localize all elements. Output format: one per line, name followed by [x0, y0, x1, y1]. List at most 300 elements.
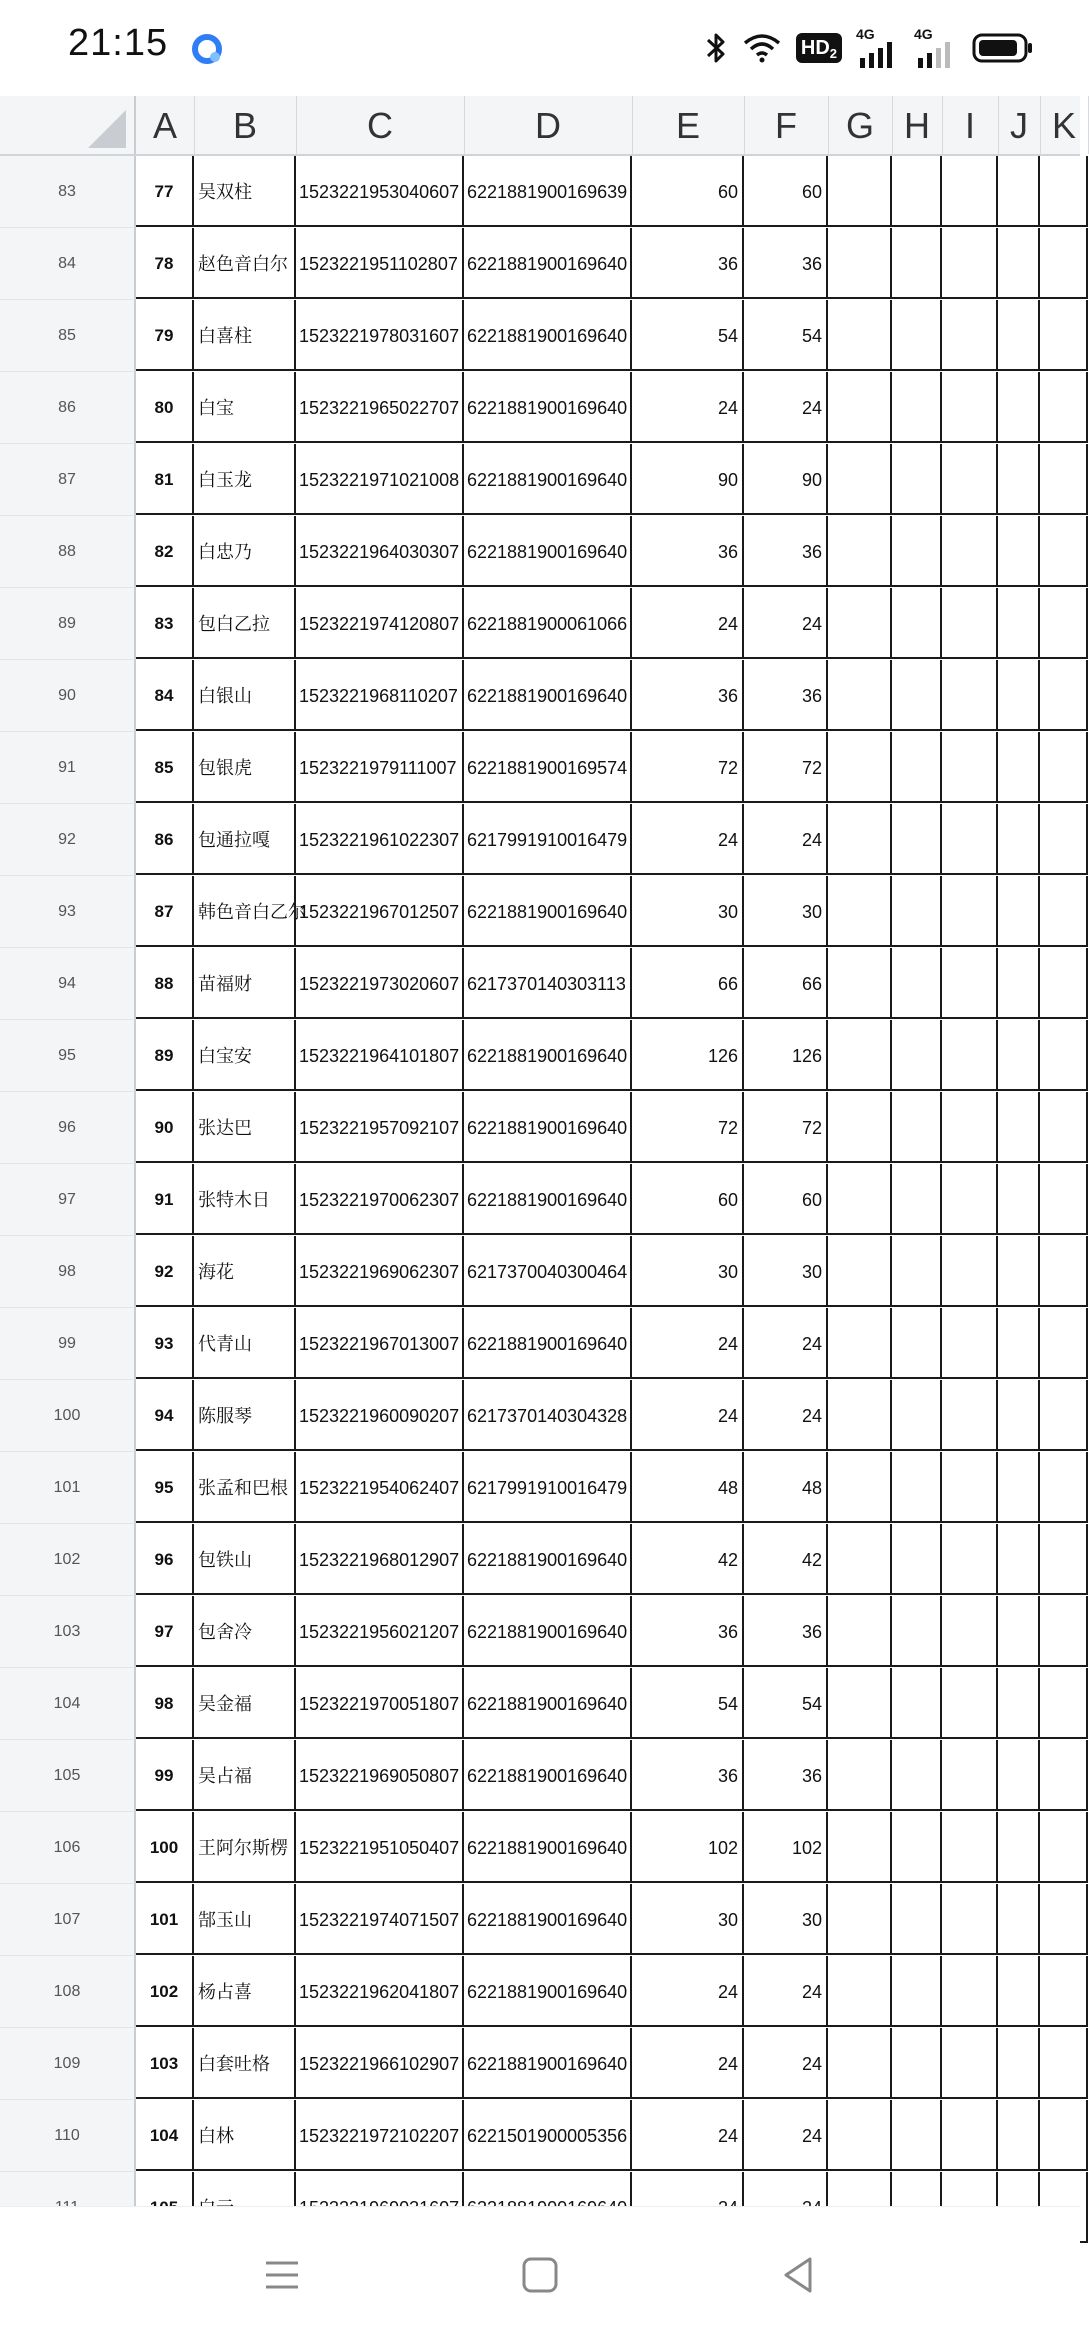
cell-a[interactable]: 85 — [136, 732, 194, 803]
cell-f[interactable]: 24 — [744, 1308, 828, 1379]
row-number[interactable]: 102 — [0, 1524, 136, 1596]
cell-k[interactable] — [1040, 876, 1088, 947]
cell-a[interactable]: 99 — [136, 1740, 194, 1811]
cell-f[interactable]: 42 — [744, 1524, 828, 1595]
cell-e[interactable]: 36 — [632, 1740, 744, 1811]
row-number[interactable]: 108 — [0, 1956, 136, 2028]
cell-g[interactable] — [828, 2100, 892, 2171]
cell-j[interactable] — [998, 156, 1040, 227]
cell-j[interactable] — [998, 1884, 1040, 1955]
cell-j[interactable] — [998, 1092, 1040, 1163]
cell-h[interactable] — [892, 1596, 942, 1667]
cell-b[interactable]: 白套吐格 — [194, 2028, 296, 2099]
cell-e[interactable]: 36 — [632, 660, 744, 731]
cell-h[interactable] — [892, 516, 942, 587]
cell-i[interactable] — [942, 1812, 998, 1883]
select-all-corner[interactable] — [0, 96, 136, 154]
cell-e[interactable]: 66 — [632, 948, 744, 1019]
cell-b[interactable]: 吴占福 — [194, 1740, 296, 1811]
cell-i[interactable] — [942, 948, 998, 1019]
cell-k[interactable] — [1040, 1956, 1088, 2027]
cell-d[interactable]: 6221881900169639 — [464, 156, 632, 227]
cell-f[interactable]: 36 — [744, 228, 828, 299]
cell-b[interactable]: 王阿尔斯楞 — [194, 1812, 296, 1883]
row-number[interactable]: 95 — [0, 1020, 136, 1092]
cell-h[interactable] — [892, 1452, 942, 1523]
cell-g[interactable] — [828, 1380, 892, 1451]
cell-h[interactable] — [892, 732, 942, 803]
cell-h[interactable] — [892, 1668, 942, 1739]
cell-b[interactable]: 杨占喜 — [194, 1956, 296, 2027]
column-header-j[interactable]: J — [998, 96, 1041, 154]
cell-h[interactable] — [892, 588, 942, 659]
cell-e[interactable]: 24 — [632, 1308, 744, 1379]
cell-h[interactable] — [892, 948, 942, 1019]
cell-b[interactable]: 代青山 — [194, 1308, 296, 1379]
cell-i[interactable] — [942, 1452, 998, 1523]
cell-j[interactable] — [998, 804, 1040, 875]
cell-c[interactable]: 1523221969050807 — [296, 1740, 464, 1811]
cell-c[interactable]: 1523221956021207 — [296, 1596, 464, 1667]
cell-d[interactable]: 6221881900169640 — [464, 2028, 632, 2099]
cell-g[interactable] — [828, 1092, 892, 1163]
cell-g[interactable] — [828, 444, 892, 515]
cell-k[interactable] — [1040, 1452, 1088, 1523]
cell-i[interactable] — [942, 1380, 998, 1451]
cell-j[interactable] — [998, 732, 1040, 803]
cell-h[interactable] — [892, 1812, 942, 1883]
cell-d[interactable]: 6221881900061066 — [464, 588, 632, 659]
cell-h[interactable] — [892, 1956, 942, 2027]
cell-i[interactable] — [942, 228, 998, 299]
cell-k[interactable] — [1040, 804, 1088, 875]
cell-d[interactable]: 6221881900169640 — [464, 876, 632, 947]
cell-g[interactable] — [828, 1524, 892, 1595]
cell-d[interactable]: 6217370140303113 — [464, 948, 632, 1019]
cell-a[interactable]: 86 — [136, 804, 194, 875]
cell-g[interactable] — [828, 300, 892, 371]
column-header-g[interactable]: G — [828, 96, 893, 154]
cell-c[interactable]: 1523221957092107 — [296, 1092, 464, 1163]
cell-e[interactable]: 54 — [632, 1668, 744, 1739]
row-number[interactable]: 100 — [0, 1380, 136, 1452]
cell-j[interactable] — [998, 2028, 1040, 2099]
cell-d[interactable]: 6221881900169640 — [464, 516, 632, 587]
cell-g[interactable] — [828, 1164, 892, 1235]
cell-g[interactable] — [828, 1308, 892, 1379]
cell-k[interactable] — [1040, 660, 1088, 731]
cell-i[interactable] — [942, 1884, 998, 1955]
cell-e[interactable]: 54 — [632, 300, 744, 371]
back-icon[interactable] — [768, 2245, 828, 2305]
cell-f[interactable]: 102 — [744, 1812, 828, 1883]
row-number[interactable]: 85 — [0, 300, 136, 372]
cell-c[interactable]: 1523221954062407 — [296, 1452, 464, 1523]
cell-a[interactable]: 82 — [136, 516, 194, 587]
column-header-k[interactable]: K — [1040, 96, 1089, 154]
cell-j[interactable] — [998, 228, 1040, 299]
cell-f[interactable]: 90 — [744, 444, 828, 515]
spreadsheet[interactable] — [0, 96, 1080, 2206]
cell-i[interactable] — [942, 1020, 998, 1091]
cell-h[interactable] — [892, 1308, 942, 1379]
cell-k[interactable] — [1040, 1524, 1088, 1595]
cell-g[interactable] — [828, 1020, 892, 1091]
cell-k[interactable] — [1040, 1740, 1088, 1811]
cell-k[interactable] — [1040, 1164, 1088, 1235]
cell-j[interactable] — [998, 1668, 1040, 1739]
cell-h[interactable] — [892, 300, 942, 371]
cell-k[interactable] — [1040, 732, 1088, 803]
cell-k[interactable] — [1040, 1020, 1088, 1091]
cell-c[interactable]: 1523221968012907 — [296, 1524, 464, 1595]
column-header-b[interactable]: B — [194, 96, 297, 154]
cell-g[interactable] — [828, 516, 892, 587]
cell-b[interactable]: 吴双柱 — [194, 156, 296, 227]
cell-b[interactable]: 白银山 — [194, 660, 296, 731]
cell-j[interactable] — [998, 516, 1040, 587]
column-header-h[interactable]: H — [892, 96, 943, 154]
cell-a[interactable]: 80 — [136, 372, 194, 443]
cell-i[interactable] — [942, 588, 998, 659]
cell-d[interactable]: 6221501900005356 — [464, 2100, 632, 2171]
cell-e[interactable]: 72 — [632, 1092, 744, 1163]
cell-a[interactable]: 92 — [136, 1236, 194, 1307]
cell-k[interactable] — [1040, 1308, 1088, 1379]
cell-a[interactable]: 94 — [136, 1380, 194, 1451]
cell-j[interactable] — [998, 1020, 1040, 1091]
cell-a[interactable]: 78 — [136, 228, 194, 299]
cell-d[interactable]: 6221881900169640 — [464, 660, 632, 731]
cell-c[interactable]: 1523221964101807 — [296, 1020, 464, 1091]
cell-d[interactable]: 6221881900169640 — [464, 228, 632, 299]
cell-f[interactable]: 24 — [744, 2100, 828, 2171]
cell-g[interactable] — [828, 804, 892, 875]
cell-e[interactable]: 24 — [632, 588, 744, 659]
cell-i[interactable] — [942, 660, 998, 731]
row-number[interactable]: 93 — [0, 876, 136, 948]
cell-b[interactable]: 白林 — [194, 2100, 296, 2171]
row-number[interactable]: 98 — [0, 1236, 136, 1308]
column-header-f[interactable]: F — [744, 96, 829, 154]
cell-c[interactable]: 1523221960090207 — [296, 1380, 464, 1451]
cell-a[interactable]: 77 — [136, 156, 194, 227]
cell-k[interactable] — [1040, 444, 1088, 515]
cell-e[interactable]: 30 — [632, 1236, 744, 1307]
cell-e[interactable]: 36 — [632, 1596, 744, 1667]
row-number[interactable]: 86 — [0, 372, 136, 444]
cell-a[interactable]: 81 — [136, 444, 194, 515]
cell-i[interactable] — [942, 732, 998, 803]
cell-i[interactable] — [942, 516, 998, 587]
cell-e[interactable]: 30 — [632, 876, 744, 947]
cell-b[interactable]: 张特木日 — [194, 1164, 296, 1235]
cell-f[interactable]: 60 — [744, 1164, 828, 1235]
cell-d[interactable]: 6221881900169574 — [464, 732, 632, 803]
cell-f[interactable]: 24 — [744, 372, 828, 443]
cell-d[interactable]: 6221881900169640 — [464, 1524, 632, 1595]
cell-i[interactable] — [942, 876, 998, 947]
cell-k[interactable] — [1040, 588, 1088, 659]
cell-i[interactable] — [942, 2100, 998, 2171]
cell-d[interactable]: 6221881900169640 — [464, 444, 632, 515]
cell-e[interactable]: 60 — [632, 1164, 744, 1235]
cell-h[interactable] — [892, 1740, 942, 1811]
cell-f[interactable]: 30 — [744, 1884, 828, 1955]
cell-i[interactable] — [942, 1668, 998, 1739]
cell-h[interactable] — [892, 1092, 942, 1163]
row-number[interactable]: 110 — [0, 2100, 136, 2172]
cell-d[interactable]: 6217370040300464 — [464, 1236, 632, 1307]
cell-j[interactable] — [998, 444, 1040, 515]
column-header-c[interactable]: C — [296, 96, 465, 154]
cell-j[interactable] — [998, 1308, 1040, 1379]
cell-k[interactable] — [1040, 300, 1088, 371]
cell-b[interactable]: 韩色音白乙尔 — [194, 876, 296, 947]
cell-b[interactable]: 包通拉嘎 — [194, 804, 296, 875]
cell-j[interactable] — [998, 1452, 1040, 1523]
row-number[interactable]: 96 — [0, 1092, 136, 1164]
cell-f[interactable]: 60 — [744, 156, 828, 227]
cell-i[interactable] — [942, 300, 998, 371]
cell-b[interactable]: 包舍冷 — [194, 1596, 296, 1667]
cell-c[interactable]: 1523221979111007 — [296, 732, 464, 803]
cell-k[interactable] — [1040, 1596, 1088, 1667]
cell-d[interactable]: 6217991910016479 — [464, 1452, 632, 1523]
cell-g[interactable] — [828, 588, 892, 659]
column-header-e[interactable]: E — [632, 96, 745, 154]
cell-f[interactable]: 36 — [744, 1596, 828, 1667]
cell-i[interactable] — [942, 444, 998, 515]
row-number[interactable]: 87 — [0, 444, 136, 516]
row-number[interactable]: 91 — [0, 732, 136, 804]
cell-c[interactable]: 1523221966102907 — [296, 2028, 464, 2099]
cell-b[interactable]: 郜玉山 — [194, 1884, 296, 1955]
row-number[interactable]: 92 — [0, 804, 136, 876]
row-number[interactable]: 83 — [0, 156, 136, 228]
cell-e[interactable]: 24 — [632, 1380, 744, 1451]
cell-g[interactable] — [828, 1740, 892, 1811]
cell-i[interactable] — [942, 372, 998, 443]
cell-c[interactable]: 1523221969062307 — [296, 1236, 464, 1307]
cell-f[interactable]: 48 — [744, 1452, 828, 1523]
cell-b[interactable]: 白宝安 — [194, 1020, 296, 1091]
cell-c[interactable]: 1523221973020607 — [296, 948, 464, 1019]
cell-b[interactable]: 海花 — [194, 1236, 296, 1307]
cell-i[interactable] — [942, 156, 998, 227]
cell-a[interactable]: 83 — [136, 588, 194, 659]
cell-f[interactable]: 36 — [744, 516, 828, 587]
row-number[interactable]: 99 — [0, 1308, 136, 1380]
row-number[interactable]: 103 — [0, 1596, 136, 1668]
cell-a[interactable]: 100 — [136, 1812, 194, 1883]
cell-g[interactable] — [828, 948, 892, 1019]
cell-h[interactable] — [892, 1164, 942, 1235]
cell-d[interactable]: 6221881900169640 — [464, 1668, 632, 1739]
cell-i[interactable] — [942, 804, 998, 875]
cell-g[interactable] — [828, 372, 892, 443]
cell-j[interactable] — [998, 948, 1040, 1019]
cell-f[interactable]: 30 — [744, 1236, 828, 1307]
cell-b[interactable]: 白喜柱 — [194, 300, 296, 371]
cell-g[interactable] — [828, 876, 892, 947]
cell-h[interactable] — [892, 804, 942, 875]
cell-a[interactable]: 87 — [136, 876, 194, 947]
cell-f[interactable]: 54 — [744, 300, 828, 371]
cell-b[interactable]: 包白乙拉 — [194, 588, 296, 659]
cell-g[interactable] — [828, 732, 892, 803]
row-number[interactable]: 88 — [0, 516, 136, 588]
cell-c[interactable]: 1523221968110207 — [296, 660, 464, 731]
cell-h[interactable] — [892, 1020, 942, 1091]
cell-i[interactable] — [942, 1308, 998, 1379]
cell-f[interactable]: 24 — [744, 2028, 828, 2099]
cell-j[interactable] — [998, 1236, 1040, 1307]
cell-h[interactable] — [892, 2028, 942, 2099]
cell-a[interactable]: 91 — [136, 1164, 194, 1235]
cell-e[interactable]: 24 — [632, 804, 744, 875]
cell-b[interactable]: 白忠乃 — [194, 516, 296, 587]
cell-c[interactable]: 1523221951102807 — [296, 228, 464, 299]
cell-i[interactable] — [942, 2028, 998, 2099]
row-number[interactable]: 97 — [0, 1164, 136, 1236]
row-number[interactable]: 104 — [0, 1668, 136, 1740]
cell-g[interactable] — [828, 1236, 892, 1307]
cell-c[interactable]: 1523221964030307 — [296, 516, 464, 587]
cell-c[interactable]: 1523221970051807 — [296, 1668, 464, 1739]
cell-d[interactable]: 6221881900169640 — [464, 372, 632, 443]
cell-h[interactable] — [892, 1524, 942, 1595]
cell-i[interactable] — [942, 1596, 998, 1667]
cell-c[interactable]: 1523221974071507 — [296, 1884, 464, 1955]
cell-a[interactable]: 102 — [136, 1956, 194, 2027]
cell-e[interactable]: 24 — [632, 1956, 744, 2027]
cell-g[interactable] — [828, 1596, 892, 1667]
column-header-i[interactable]: I — [942, 96, 999, 154]
cell-i[interactable] — [942, 1956, 998, 2027]
cell-k[interactable] — [1040, 1884, 1088, 1955]
row-number[interactable]: 94 — [0, 948, 136, 1020]
cell-g[interactable] — [828, 156, 892, 227]
cell-j[interactable] — [998, 1164, 1040, 1235]
row-number[interactable]: 105 — [0, 1740, 136, 1812]
cell-f[interactable]: 72 — [744, 1092, 828, 1163]
cell-c[interactable]: 1523221974120807 — [296, 588, 464, 659]
cell-j[interactable] — [998, 1524, 1040, 1595]
cell-f[interactable]: 24 — [744, 1956, 828, 2027]
row-number[interactable]: 109 — [0, 2028, 136, 2100]
cell-e[interactable]: 24 — [632, 2100, 744, 2171]
cell-d[interactable]: 6221881900169640 — [464, 1596, 632, 1667]
cell-a[interactable]: 95 — [136, 1452, 194, 1523]
cell-b[interactable]: 包银虎 — [194, 732, 296, 803]
cell-b[interactable]: 陈服琴 — [194, 1380, 296, 1451]
cell-k[interactable] — [1040, 1812, 1088, 1883]
cell-i[interactable] — [942, 1092, 998, 1163]
cell-k[interactable] — [1040, 1668, 1088, 1739]
cell-a[interactable]: 93 — [136, 1308, 194, 1379]
cell-i[interactable] — [942, 1164, 998, 1235]
cell-c[interactable]: 1523221967013007 — [296, 1308, 464, 1379]
cell-h[interactable] — [892, 2100, 942, 2171]
cell-c[interactable]: 1523221970062307 — [296, 1164, 464, 1235]
column-header-a[interactable]: A — [136, 96, 195, 154]
cell-j[interactable] — [998, 588, 1040, 659]
cell-g[interactable] — [828, 2028, 892, 2099]
cell-b[interactable]: 苗福财 — [194, 948, 296, 1019]
cell-e[interactable]: 60 — [632, 156, 744, 227]
cell-e[interactable]: 24 — [632, 372, 744, 443]
cell-h[interactable] — [892, 156, 942, 227]
cell-h[interactable] — [892, 372, 942, 443]
row-number[interactable]: 101 — [0, 1452, 136, 1524]
cell-e[interactable]: 24 — [632, 2028, 744, 2099]
cell-f[interactable]: 126 — [744, 1020, 828, 1091]
cell-a[interactable]: 103 — [136, 2028, 194, 2099]
cell-a[interactable]: 89 — [136, 1020, 194, 1091]
row-number[interactable]: 107 — [0, 1884, 136, 1956]
cell-h[interactable] — [892, 1236, 942, 1307]
cell-k[interactable] — [1040, 1236, 1088, 1307]
cell-f[interactable]: 36 — [744, 660, 828, 731]
cell-h[interactable] — [892, 660, 942, 731]
cell-h[interactable] — [892, 1380, 942, 1451]
cell-c[interactable]: 1523221961022307 — [296, 804, 464, 875]
menu-icon[interactable] — [252, 2245, 312, 2305]
cell-d[interactable]: 6221881900169640 — [464, 1956, 632, 2027]
cell-a[interactable]: 104 — [136, 2100, 194, 2171]
cell-k[interactable] — [1040, 2100, 1088, 2171]
cell-i[interactable] — [942, 1524, 998, 1595]
cell-f[interactable]: 24 — [744, 588, 828, 659]
cell-c[interactable]: 1523221978031607 — [296, 300, 464, 371]
row-number[interactable]: 90 — [0, 660, 136, 732]
cell-k[interactable] — [1040, 948, 1088, 1019]
cell-d[interactable]: 6217370140304328 — [464, 1380, 632, 1451]
cell-k[interactable] — [1040, 228, 1088, 299]
cell-f[interactable]: 72 — [744, 732, 828, 803]
cell-d[interactable]: 6221881900169640 — [464, 1092, 632, 1163]
cell-f[interactable]: 66 — [744, 948, 828, 1019]
cell-e[interactable]: 102 — [632, 1812, 744, 1883]
cell-e[interactable]: 36 — [632, 516, 744, 587]
cell-e[interactable]: 126 — [632, 1020, 744, 1091]
cell-c[interactable]: 1523221951050407 — [296, 1812, 464, 1883]
cell-b[interactable]: 白玉龙 — [194, 444, 296, 515]
cell-f[interactable]: 54 — [744, 1668, 828, 1739]
cell-a[interactable]: 79 — [136, 300, 194, 371]
cell-g[interactable] — [828, 228, 892, 299]
cell-h[interactable] — [892, 228, 942, 299]
cell-a[interactable]: 88 — [136, 948, 194, 1019]
cell-j[interactable] — [998, 1956, 1040, 2027]
cell-a[interactable]: 98 — [136, 1668, 194, 1739]
cell-j[interactable] — [998, 372, 1040, 443]
row-number[interactable]: 89 — [0, 588, 136, 660]
cell-k[interactable] — [1040, 372, 1088, 443]
cell-e[interactable]: 90 — [632, 444, 744, 515]
cell-d[interactable]: 6221881900169640 — [464, 1812, 632, 1883]
row-number[interactable]: 106 — [0, 1812, 136, 1884]
cell-j[interactable] — [998, 1740, 1040, 1811]
cell-d[interactable]: 6221881900169640 — [464, 1308, 632, 1379]
cell-c[interactable]: 1523221953040607 — [296, 156, 464, 227]
cell-k[interactable] — [1040, 1092, 1088, 1163]
cell-g[interactable] — [828, 1452, 892, 1523]
cell-j[interactable] — [998, 300, 1040, 371]
cell-k[interactable] — [1040, 516, 1088, 587]
cell-j[interactable] — [998, 1380, 1040, 1451]
